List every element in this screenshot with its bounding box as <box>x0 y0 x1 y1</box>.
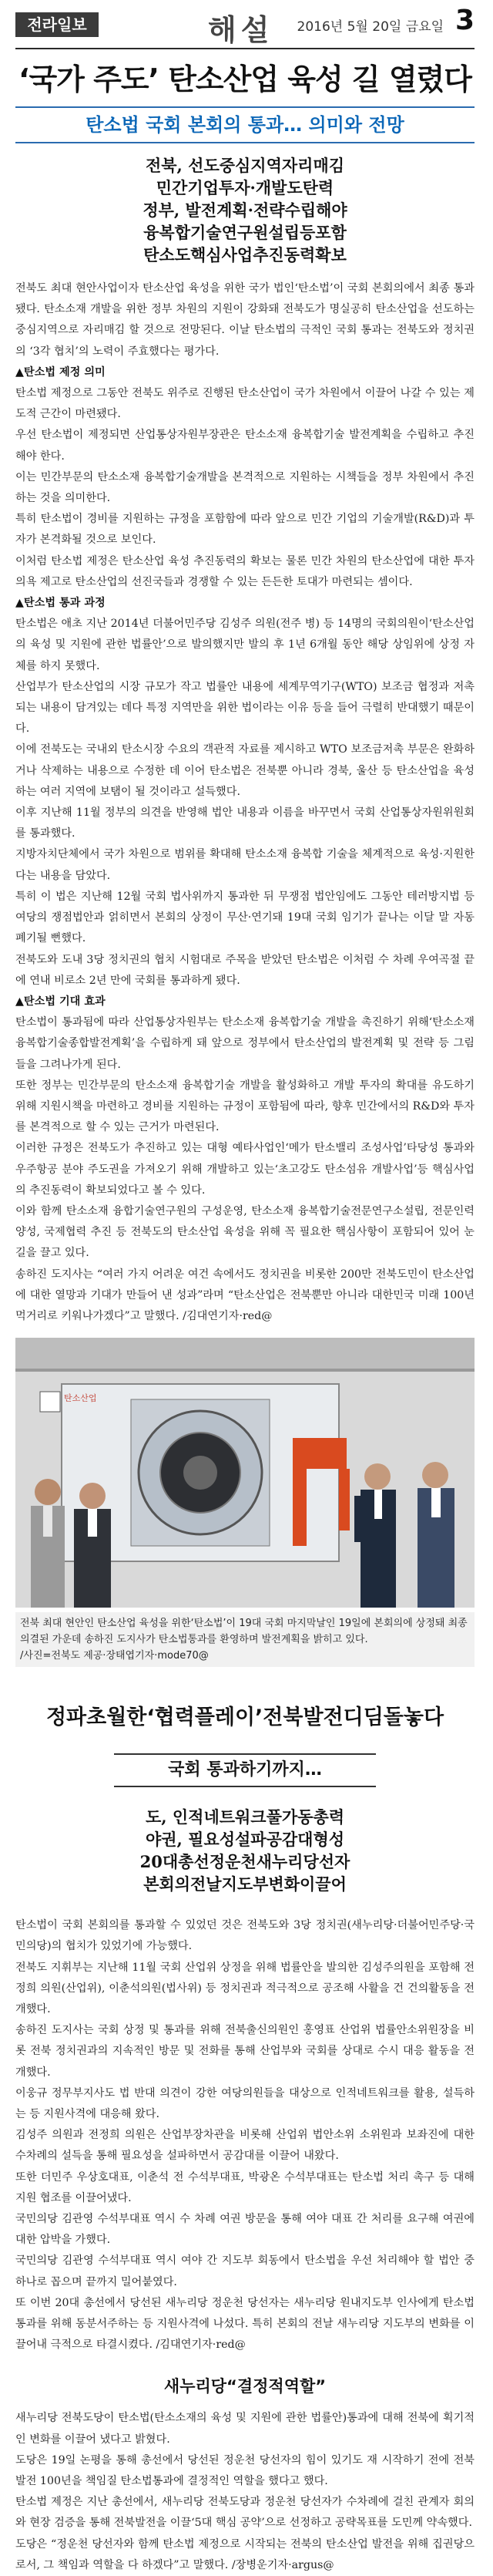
article1-body <box>15 278 475 1327</box>
paragraph: 국민의당 김관영 수석부대표 역시 수 차례 여권 방문을 통해 여야 대표 간 처리를 요구해 여권에 대한 압박을 가했다. <box>15 2213 475 2247</box>
paragraph: 도당은 “정운천 당선자와 함께 탄소법 제정으로 시작되는 전북의 탄소산업 발전을 위해 집권당으로서, 그 책임과 역할을 다 하겠다”고 말했다. /장병운기자·argus@ <box>15 2537 475 2571</box>
article2-body <box>15 1915 475 2355</box>
paragraph: 탄소법이 국회 본회의를 통과할 수 있었던 것은 전북도와 3당 정치권(새누리당·더불어민주당·국민의당)의 협치가 있었기에 가능했다. <box>15 1919 475 1953</box>
deck-line: 전북, 선도중심지역자리매김 <box>145 156 345 175</box>
deck-line: 20대총선정운천새누리당선자 <box>139 1852 350 1872</box>
section-label: ▲탄소법 기대 효과 <box>15 995 106 1008</box>
paragraph: 또한 더민주 우상호대표, 이춘석 전 수석부대표, 박광온 수석부대표는 탄소법 처리 촉구 등 대해 지원 협조를 이끌어냈다. <box>15 2170 475 2204</box>
paragraph: 이처럼 탄소법 제정은 탄소산업 육성 추진동력의 확보는 물론 민간 차원의 탄소산업에 대한 투자의욕 제고로 탄소산업의 선진국들과 경쟁할 수 있는 든든한 토대가 마련되는 셈이다. <box>15 554 475 588</box>
paragraph: 국민의당 김관영 수석부대표 역시 여야 간 지도부 회동에서 탄소법을 우선 처리해야 할 법안 중 하나로 꼽으며 끝까지 밀어붙였다. <box>15 2254 475 2288</box>
deck-line: 융복합기술연구원설립등포함 <box>143 223 347 242</box>
paragraph: 전북도와 도내 3당 정치권의 협치 시험대로 주목을 받았던 탄소법은 이처럼 수 차례 우여곡절 끝에 연내 비로소 2년 만에 국회를 통과하게 됐다. <box>15 953 475 987</box>
issue-date: 2016년 5월 20일 금요일 <box>297 19 444 35</box>
paragraph: 김성주 의원과 전정희 의원은 산업부장차관을 비롯해 산업위 법안소위 소위원과 보좌진에 대한 수차례의 설득을 통해 필요성을 설파하면서 공감대를 이끌어 내왔다. <box>15 2129 475 2163</box>
paragraph: 또 이번 20대 총선에서 당선된 새누리당 정운천 당선자는 새누리당 원내지도부 인사에게 탄소법 통과를 위해 동분서주하는 등 지원사격에 나섰다. 특히 본회의 전날 새누리당 지도부의 변화를 이끌어내 극적으로 타결시켰다. /김대연기자·red@ <box>15 2296 475 2352</box>
deck-line: 정부, 발전계획·전략수립해야 <box>143 200 347 220</box>
deck-line: 민간기업투자·개발도탄력 <box>156 178 334 197</box>
article2-headline: 정파초월한‘협력플레이’전북발전디딤돌놓다 <box>45 1706 444 1730</box>
news-photo <box>15 1338 475 1608</box>
article2-deck <box>91 1806 399 1895</box>
article2-subhead: 국회 통과하기까지… <box>114 1753 376 1787</box>
machine-photo <box>15 1338 475 1608</box>
paragraph: 이웅규 정무부지사도 법 반대 의견이 강한 여당의원들을 대상으로 인적네트워크를 활용, 설득하는 등 지원사격에 대응해 왔다. <box>15 2086 475 2120</box>
paragraph: 이와 함께 탄소소재 융합기술연구원의 구성운영, 탄소소재 융복합기술전문연구소설립, 전문인력양성, 국제협력 추진 등 전북도의 탄소산업 육성을 위해 꼭 필요한 핵심사항이 포함되어 있어 눈길을 끌고 있다. <box>15 1204 475 1260</box>
paragraph: 지방자치단체에서 국가 차원으로 범위를 확대해 탄소소재 융복합 기술을 체계적으로 육성·지원한다는 내용을 담았다. <box>15 848 475 882</box>
article2-inner-body <box>15 2408 475 2576</box>
paragraph: 탄소법이 통과됨에 따라 산업통상자원부는 탄소소재 융복합기술 개발을 촉진하기 위해‘탄소소재 융복합기술종합발전계획’을 수립하게 돼 앞으로 정부에서 탄소산업의 발전계획 및 전략 등 그림들을 그려나가게 된다. <box>15 1016 475 1071</box>
section-title: 해설 <box>208 13 274 47</box>
paragraph: 이는 민간부문의 탄소소재 융복합기술개발을 본격적으로 지원하는 시책들을 정부 차원에서 추진하는 것을 의미한다. <box>15 470 475 505</box>
paragraph: 산업부가 탄소산업의 시장 규모가 작고 법률안 내용에 세계무역기구(WTO) 보조금 협정과 저촉되는 내용이 담겨있는 데다 특정 지역만을 위한 법이라는 이유 등을 들어 극렬히 반대했기 때문이다. <box>15 680 475 736</box>
paragraph: 이에 전북도는 국내외 탄소시장 수요의 객관적 자료를 제시하고 WTO 보조금저촉 부문은 완화하거나 삭제하는 내용으로 수정한 데 이어 탄소법은 전북뿐 아니라 경북, 울산 등 탄소산업을 육성하는 여러 지역에 보탬이 될 것이라고 설득했다. <box>15 743 475 798</box>
paragraph: 새누리당 전북도당이 탄소법(탄소소재의 육성 및 지원에 관한 법률안)통과에 대해 전북에 획기적인 변화를 이끌어 냈다고 밝혔다. <box>15 2412 475 2446</box>
inner-subhead: 새누리당“결정적역할” <box>163 2377 327 2396</box>
page-number: 3 <box>454 5 475 36</box>
main-headline: ‘국가 주도’ 탄소산업 육성 길 열렸다 <box>18 62 471 96</box>
paragraph: 도당은 19일 논평을 통해 총선에서 당선된 정운천 당선자의 힘이 있기도 재 시작하기 전에 전북발전 100년을 책임질 탄소법통과에 결정적인 역할을 했다고 했다. <box>15 2453 475 2488</box>
deck-line: 탄소도핵심사업추진동력확보 <box>143 245 347 264</box>
deck-line: 도, 인적네트워크풀가동총력 <box>145 1807 345 1827</box>
deck-line: 야권, 필요성설파공감대형성 <box>145 1830 345 1850</box>
section-label: ▲탄소법 통과 과정 <box>15 597 106 610</box>
caption-credit: /사진=전북도 제공·장태엽기자·mode70@ <box>20 1650 209 1662</box>
masthead <box>15 0 475 49</box>
paragraph: 전북도 지휘부는 지난해 11월 국회 산업위 상정을 위해 법률안을 발의한 김성주의원을 포함해 전정희 의원(산업위), 이춘석의원(법사위) 등 정치권과 적극적으로 공조해 사활을 건 건의활동을 전개했다. <box>15 1961 475 2015</box>
article1-deck <box>83 154 407 266</box>
caption-text: 전북 최대 현안인 탄소산업 육성을 위한‘탄소법’이 19대 국회 마지막날인 19일에 본회의에 상정돼 최종 의결된 가운데 송하진 도지사가 탄소법통과를 환영하며 발전계획을 밝히고 있다. <box>20 1618 468 1646</box>
paragraph: 송하진 도지사는 “여러 가지 어려운 여건 속에서도 정치권을 비롯한 200만 전북도민이 탄소산업에 대한 열망과 기대가 만들어 낸 성과”라며 “탄소산업은 전북뿐만 아니라 대한민국 미래 100년 먹거리로 키워나가겠다”고 말했다. /김대연기자·red@ <box>15 1268 475 1322</box>
section-label: ▲탄소법 제정 의미 <box>15 365 106 379</box>
paragraph: 탄소법은 애초 지난 2014년 더불어민주당 김성주 의원(전주 병) 등 14명의 국회의원이‘탄소산업의 육성 및 지원에 관한 법률안’으로 발의했지만 발의 후 1년 6개월 동안 해당 상임위에 상정 자체를 하지 못했다. <box>15 618 475 672</box>
photo-banner-text: 탄소산업 <box>64 1393 97 1404</box>
paragraph: 송하진 도지사는 국회 상정 및 통과를 위해 전북출신의원인 홍영표 산업위 법률안소위원장을 비롯 전북 정치권과의 지속적인 방문 및 전화를 통해 산업부와 국회를 상대로 수시 대응 활동을 전개했다. <box>15 2024 475 2079</box>
paper-name: 전라일보 <box>15 12 99 37</box>
paragraph: 우선 탄소법이 제정되면 산업통상자원부장관은 탄소소재 융복합기술 발전계획을 수립하고 추진해야 한다. <box>15 429 475 463</box>
paragraph: 특히 탄소법이 경비를 지원하는 규정을 포함함에 따라 앞으로 민간 기업의 기술개발(R&D)과 투자가 본격화될 것으로 보인다. <box>15 513 475 547</box>
paragraph: 이후 지난해 11월 정부의 의견을 반영해 법안 내용과 이름을 바꾸면서 국회 산업통상자원위원회를 통과했다. <box>15 806 475 840</box>
paragraph: 탄소법 제정은 지난 총선에서, 새누리당 전북도당과 정운천 당선자가 수차례에 걸친 관계자 회의와 현장 검증을 통해 전북발전을 이끌‘5대 핵심 공약’으로 선정하고 공략목표를 도민께 약속했다. <box>15 2496 475 2530</box>
paragraph: 전북도 최대 현안사업이자 탄소산업 육성을 위한 국가 법인‘탄소법’이 국회 본회의에서 최종 통과됐다. 탄소소재 개발을 위한 정부 차원의 지원이 강화돼 전북도가 명실공히 탄소산업을 선도하는 중심지역으로 자리매김 할 것으로 전망된다. 이날 탄소법의 극적인 국회 통과는 전북도와 정치권의 ‘3각 협치’의 노력이 주효했다는 평가다. <box>15 282 475 358</box>
photo-caption <box>15 1612 475 1667</box>
paragraph: 탄소법 제정으로 그동안 전북도 위주로 진행된 탄소산업이 국가 차원에서 이끌어 나갈 수 있는 제도적 근간이 마련됐다. <box>15 387 475 421</box>
deck-line: 본회의전날지도부변화이끌어 <box>143 1874 347 1894</box>
paragraph: 이러한 규정은 전북도가 추진하고 있는 대형 예타사업인‘메가 탄소밸리 조성사업’타당성 통과와 우주항공 분야 주도권을 가져오기 위해 개발하고 있는‘초고강도 탄소섬유 개발사업’등 핵심사업의 추진동력이 확보되었다고 볼 수 있다. <box>15 1142 475 1197</box>
paragraph: 또한 정부는 민간부문의 탄소소재 융복합기술 개발을 활성화하고 개발 투자의 확대를 유도하기 위해 지원시책을 마련하고 경비를 지원하는 규정이 포함됨에 따라, 향후 민간에서의 R&D와 투자를 본격적으로 할 수 있는 근거가 마련된다. <box>15 1079 475 1134</box>
paragraph: 특히 이 법은 지난해 12월 국회 법사위까지 통과한 뒤 무쟁점 법안임에도 그동안 테러방지법 등 여당의 쟁점법안과 얽히면서 본회의 상정이 무산·연기돼 19대 국회 임기가 끝나는 이달 말 자동 폐기될 뻔했다. <box>15 890 475 945</box>
main-subhead: 탄소법 국회 본회의 통과… 의미와 전망 <box>15 106 475 143</box>
